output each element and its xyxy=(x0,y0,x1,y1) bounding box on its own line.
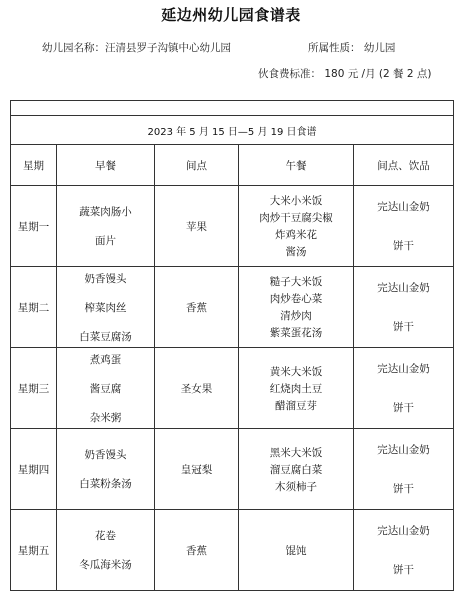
header-drink: 间点、饮品 xyxy=(354,145,454,186)
menu-item: 黑米大米饭 xyxy=(269,446,323,459)
menu-item: 清炒肉 xyxy=(280,310,312,322)
breakfast-items xyxy=(57,204,154,248)
menu-item: 酱豆腐 xyxy=(89,382,122,395)
menu-item: 肉炒卷心菜 xyxy=(269,293,323,305)
day-cell: 星期四 xyxy=(11,429,57,510)
lunch-items xyxy=(239,543,353,558)
kindergarten-type: 所属性质： 幼儿园 xyxy=(308,42,396,54)
snack-items xyxy=(155,543,238,558)
drink-items xyxy=(354,523,453,577)
menu-item: 冬瓜海米汤 xyxy=(79,559,132,571)
kindergarten-name: 幼儿园名称：汪清县罗子沟镇中心幼儿园 xyxy=(42,42,231,54)
menu-item: 馄饨 xyxy=(285,544,307,557)
lunch-cell xyxy=(239,267,354,348)
breakfast-cell xyxy=(57,267,155,348)
breakfast-items xyxy=(57,528,154,572)
day-cell: 星期五 xyxy=(11,510,57,591)
lunch-cell xyxy=(239,429,354,510)
header-row xyxy=(11,145,454,186)
table-row xyxy=(11,429,454,510)
menu-item: 酱汤 xyxy=(285,246,307,258)
menu-item: 完达山金奶 xyxy=(377,201,430,213)
lunch-cell xyxy=(239,186,354,267)
day-cell: 星期二 xyxy=(11,267,57,348)
menu-item: 白菜豆腐汤 xyxy=(79,330,132,343)
lunch-items xyxy=(239,445,353,494)
table-row xyxy=(11,186,454,267)
table-row xyxy=(11,348,454,429)
date-range: 2023 年 5 月 15 日—5 月 19 日食谱 xyxy=(11,116,454,145)
menu-item: 奶香馒头 xyxy=(84,449,127,461)
drink-cell xyxy=(354,186,454,267)
drink-cell xyxy=(354,510,454,591)
menu-table xyxy=(10,100,454,591)
menu-item: 饼干 xyxy=(393,240,415,252)
menu-item: 皇冠梨 xyxy=(180,463,213,476)
breakfast-cell xyxy=(57,510,155,591)
snack-cell xyxy=(155,429,239,510)
menu-item: 杂米粥 xyxy=(89,411,122,424)
snack-items xyxy=(155,381,238,396)
menu-item: 黄米大米饭 xyxy=(269,365,323,378)
menu-item: 炸鸡米花 xyxy=(275,229,317,241)
menu-item: 奶香馒头 xyxy=(84,272,127,285)
lunch-items xyxy=(239,193,353,259)
menu-item: 大米小米饭 xyxy=(269,195,323,207)
snack-items xyxy=(155,219,238,234)
menu-item: 榨菜肉丝 xyxy=(84,301,127,314)
header-snack: 间点 xyxy=(155,145,239,186)
meal-fee-standard: 伙食费标准： 180 元 /月 (2 餐 2 点) xyxy=(258,68,432,80)
menu-item: 完达山金奶 xyxy=(377,444,430,456)
snack-cell xyxy=(155,510,239,591)
header-lunch: 午餐 xyxy=(239,145,354,186)
table-spacer-row xyxy=(11,101,454,116)
menu-item: 饼干 xyxy=(393,483,415,495)
menu-item: 花卷 xyxy=(95,530,116,542)
lunch-cell xyxy=(239,510,354,591)
menu-item: 煮鸡蛋 xyxy=(89,353,122,366)
date-range-row xyxy=(11,116,454,145)
menu-item: 香蕉 xyxy=(186,544,207,557)
menu-item: 醋溜豆芽 xyxy=(275,399,317,412)
breakfast-items xyxy=(57,447,154,491)
menu-item: 圣女果 xyxy=(180,382,213,395)
drink-items xyxy=(354,442,453,496)
drink-items xyxy=(354,280,453,334)
menu-item: 糙子大米饭 xyxy=(269,276,323,288)
menu-item: 肉炒干豆腐尖椒 xyxy=(259,212,333,224)
snack-items xyxy=(155,300,238,315)
menu-item: 紫菜蛋花汤 xyxy=(269,327,323,339)
breakfast-cell xyxy=(57,429,155,510)
drink-items xyxy=(354,361,453,415)
breakfast-items xyxy=(57,352,154,425)
menu-item: 白菜粉条汤 xyxy=(79,478,132,490)
menu-item: 饼干 xyxy=(393,402,415,414)
table-row xyxy=(11,510,454,591)
snack-cell xyxy=(155,348,239,429)
snack-cell xyxy=(155,186,239,267)
snack-cell xyxy=(155,267,239,348)
day-cell: 星期三 xyxy=(11,348,57,429)
menu-item: 饼干 xyxy=(393,564,415,576)
menu-item: 完达山金奶 xyxy=(377,282,430,294)
menu-item: 饼干 xyxy=(393,321,415,333)
drink-items xyxy=(354,199,453,253)
menu-item: 溜豆腐白菜 xyxy=(269,463,323,476)
drink-cell xyxy=(354,429,454,510)
lunch-items xyxy=(239,274,353,340)
menu-item: 面片 xyxy=(95,235,116,247)
header-breakfast: 早餐 xyxy=(57,145,155,186)
breakfast-cell xyxy=(57,186,155,267)
drink-cell xyxy=(354,348,454,429)
day-cell: 星期一 xyxy=(11,186,57,267)
menu-item: 蔬菜肉肠小 xyxy=(79,206,132,218)
table-row xyxy=(11,267,454,348)
menu-item: 完达山金奶 xyxy=(377,363,430,375)
drink-cell xyxy=(354,267,454,348)
lunch-items xyxy=(239,364,353,413)
breakfast-items xyxy=(57,271,154,344)
day-rows xyxy=(11,186,454,591)
page-title: 延边州幼儿园食谱表 xyxy=(161,6,301,24)
lunch-cell xyxy=(239,348,354,429)
menu-item: 红烧肉土豆 xyxy=(269,382,323,395)
menu-item: 苹果 xyxy=(186,220,207,233)
menu-item: 木须柿子 xyxy=(275,480,317,493)
breakfast-cell xyxy=(57,348,155,429)
menu-item: 香蕉 xyxy=(186,301,207,314)
snack-items xyxy=(155,462,238,477)
header-day: 星期 xyxy=(11,145,57,186)
menu-item: 完达山金奶 xyxy=(377,525,430,537)
